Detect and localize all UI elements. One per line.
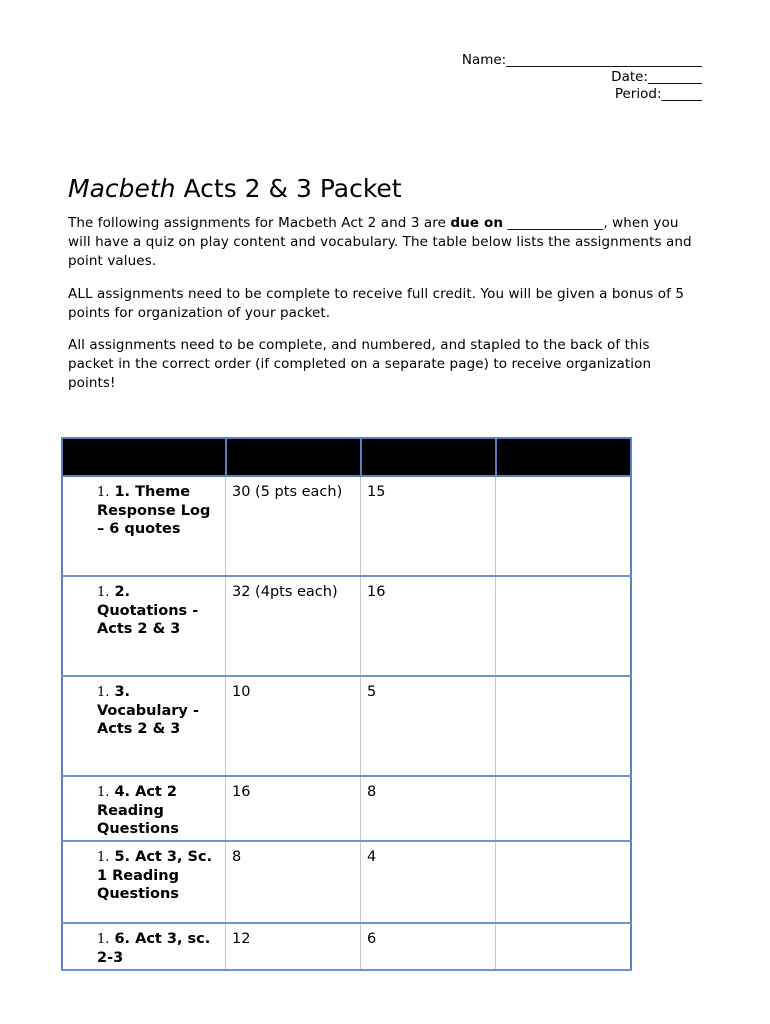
half-points-cell: 4 [361,841,496,923]
points-cell: 16 [226,776,361,841]
assignment-cell [62,476,226,576]
half-points-cell: 6 [361,923,496,970]
intro-text-a: The following assignments for Macbeth Act 2 and 3 are [68,215,451,231]
assignment-label: 6. Act 3, sc. 2-3 [97,931,211,966]
blank-cell [496,476,632,576]
points-cell: 30 (5 pts each) [226,476,361,576]
date-line: Date:________ [611,69,702,85]
half-points-cell: 8 [361,776,496,841]
header-cell-1 [62,438,226,476]
table-header-row [62,438,631,476]
list-marker: 1. [97,685,110,700]
table-row [62,476,631,576]
table-row [62,841,631,923]
points-cell: 32 (4pts each) [226,576,361,676]
assignment-cell [62,776,226,841]
blank-cell [496,776,632,841]
half-points-cell: 5 [361,676,496,776]
assignment-cell [62,676,226,776]
list-marker: 1. [97,485,110,500]
assignments-table [61,437,632,971]
list-marker: 1. [97,585,110,600]
title-rest: Acts 2 & 3 Packet [175,174,402,203]
list-marker: 1. [97,785,110,800]
student-info-block [462,52,702,103]
table-row [62,676,631,776]
assignment-cell [62,923,226,970]
half-points-cell: 16 [361,576,496,676]
assignment-label: 4. Act 2 Reading Questions [97,784,179,837]
blank-cell [496,576,632,676]
assignment-label: 1. Theme Response Log – 6 quotes [97,484,211,537]
assignment-cell [62,576,226,676]
blank-cell [496,923,632,970]
table-row [62,776,631,841]
intro-paragraph [68,214,698,271]
intro-due-bold: due on [450,215,504,231]
assignment-label: 2. Quotations - Acts 2 & 3 [97,584,199,637]
intro-text-b: ______________, when you will have a quiz on play content and vocabulary. The table below lists the assignments and point values. [68,215,692,269]
points-cell: 10 [226,676,361,776]
points-cell: 8 [226,841,361,923]
header-cell-2 [226,438,361,476]
half-points-cell: 15 [361,476,496,576]
assignment-cell [62,841,226,923]
blank-cell [496,841,632,923]
list-marker: 1. [97,932,110,947]
points-cell: 12 [226,923,361,970]
organization-paragraph: All assignments need to be complete, and numbered, and stapled to the back of this packet in the correct order (if completed on a separate page) to receive organization points! [68,337,652,391]
page-title [68,174,402,203]
blank-cell [496,676,632,776]
requirements-paragraph: ALL assignments need to be complete to receive full credit. You will be given a bonus of 5 points for organization of your packet. [68,286,685,321]
assignment-label: 5. Act 3, Sc. 1 Reading Questions [97,849,213,902]
period-line: Period:______ [614,86,702,102]
table-row [62,923,631,970]
name-line: Name:_____________________________ [461,52,702,68]
assignment-label: 3. Vocabulary - Acts 2 & 3 [97,684,199,737]
header-cell-3 [361,438,496,476]
list-marker: 1. [97,850,110,865]
title-italic: Macbeth [68,174,176,203]
header-cell-4 [496,438,632,476]
table-row [62,576,631,676]
